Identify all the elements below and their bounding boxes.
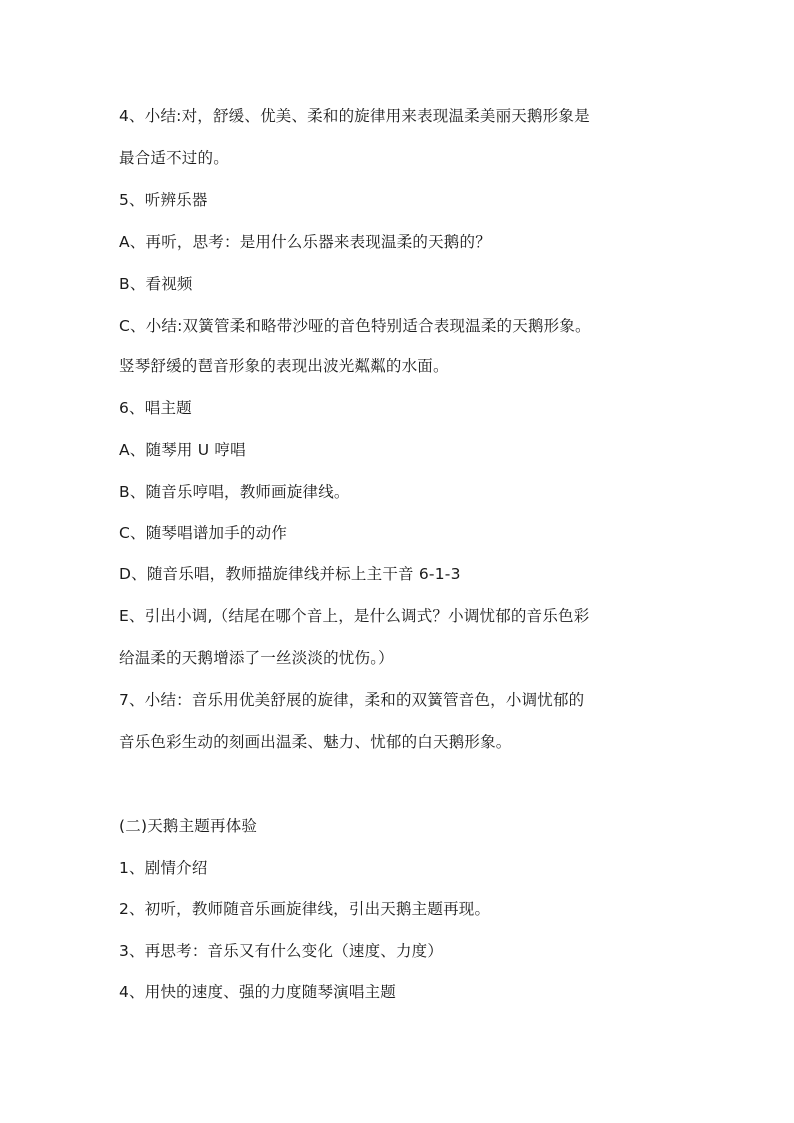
section-2-item-1: 1、剧情介绍 xyxy=(119,859,208,877)
step-6-item-c: C、随琴唱谱加手的动作 xyxy=(119,524,288,542)
summary-4-line-1: 4、小结:对，舒缓、优美、柔和的旋律用来表现温柔美丽天鹅形象是 xyxy=(119,107,590,125)
step-6-item-a: A、随琴用 U 哼唱 xyxy=(119,441,246,459)
summary-4-line-2: 最合适不过的。 xyxy=(119,149,229,167)
step-6-heading: 6、唱主题 xyxy=(119,399,192,417)
section-2-item-4: 4、用快的速度、强的力度随琴演唱主题 xyxy=(119,983,396,1001)
section-2-heading: (二)天鹅主题再体验 xyxy=(119,817,258,835)
section-2-item-2: 2、初听，教师随音乐画旋律线，引出天鹅主题再现。 xyxy=(119,900,491,918)
step-5-item-c-line-1: C、小结:双簧管柔和略带沙哑的音色特别适合表现温柔的天鹅形象。 xyxy=(119,317,591,335)
step-6-item-b: B、随音乐哼唱，教师画旋律线。 xyxy=(119,483,350,501)
step-5-item-c-line-2: 竖琴舒缓的琶音形象的表现出波光粼粼的水面。 xyxy=(119,357,449,375)
summary-7-line-1: 7、小结：音乐用优美舒展的旋律，柔和的双簧管音色，小调忧郁的 xyxy=(119,691,585,709)
step-5-item-a: A、再听，思考：是用什么乐器来表现温柔的天鹅的？ xyxy=(119,233,491,251)
step-6-item-d: D、随音乐唱，教师描旋律线并标上主干音 6-1-3 xyxy=(119,565,461,583)
summary-7-line-2: 音乐色彩生动的刻画出温柔、魅力、忧郁的白天鹅形象。 xyxy=(119,733,512,751)
step-6-item-e-line-1: E、引出小调,（结尾在哪个音上，是什么调式？小调忧郁的音乐色彩 xyxy=(119,607,590,625)
step-6-item-e-line-2: 给温柔的天鹅增添了一丝淡淡的忧伤。） xyxy=(119,649,394,667)
section-2-item-3: 3、再思考：音乐又有什么变化（速度、力度） xyxy=(119,942,444,960)
step-5-heading: 5、听辨乐器 xyxy=(119,191,208,209)
step-5-item-b: B、看视频 xyxy=(119,275,193,293)
